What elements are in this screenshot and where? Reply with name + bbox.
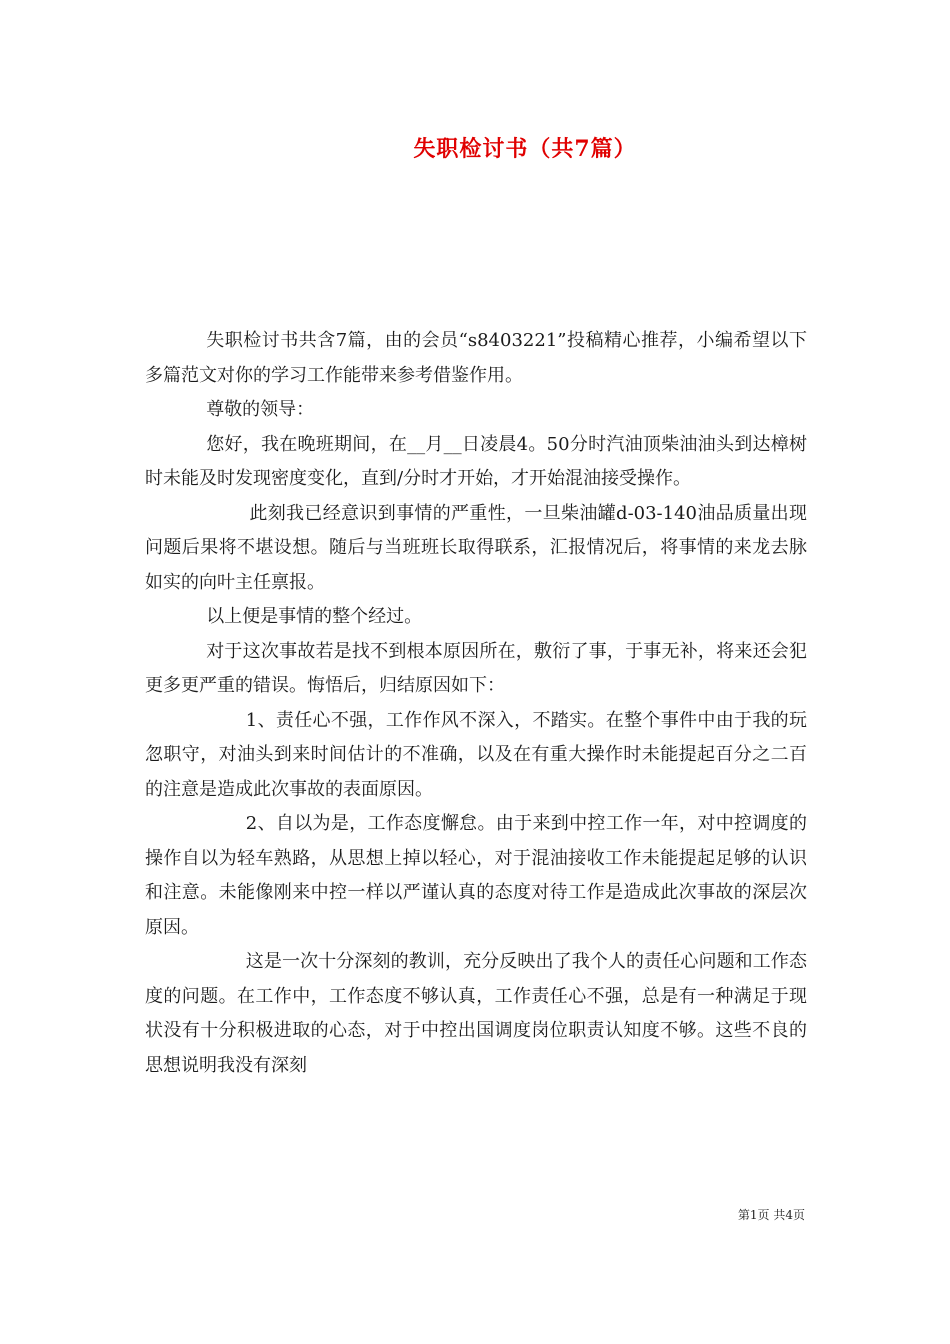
paragraph-lesson: 这是一次十分深刻的教训，充分反映出了我个人的责任心问题和工作态度的问题。在工作中，工作态度不够认真，工作责任心不强，总是有一种满足于现状没有十分积极进取的心态，对于中控出国调度岗位职责认知度不够。这些不良的思想说明我没有深刻 — [145, 951, 807, 1076]
paragraph-greeting: 您好，我在晚班期间，在__月__日凌晨4。50分时汽油顶柴油油头到达樟树时未能及时发现密度变化，直到/分时才开始，才开始混油接受操作。 — [145, 433, 807, 489]
paragraph-intro: 失职检讨书共含7篇，由的会员“s8403221”投稿精心推荐，小编希望以下多篇范文对你的学习工作能带来参考借鉴作用。 — [145, 330, 807, 386]
page-title: 失职检讨书（共7篇） — [413, 136, 637, 162]
paragraph-salutation: 尊敬的领导： — [206, 399, 315, 420]
paragraph-reflection: 对于这次事故若是找不到根本原因所在，敷衍了事，于事无补，将来还会犯更多更严重的错误。悔悟后，归结原因如下： — [145, 640, 807, 696]
paragraph-awareness: 此刻我已经意识到事情的严重性，一旦柴油罐d-03-140油品质量出现问题后果将不堪设想。随后与当班班长取得联系，汇报情况后，将事情的来龙去脉如实的向叶主任禀报。 — [145, 502, 807, 593]
paragraph-reason-1: 1、责任心不强，工作作风不深入，不踏实。在整个事件中由于我的玩忽职守，对油头到来时间估计的不准确，以及在有重大操作时未能提起百分之二百的注意是造成此次事故的表面原因。 — [145, 709, 807, 800]
paragraph-reason-2: 2、自以为是，工作态度懈怠。由于来到中控工作一年，对中控调度的操作自以为轻车熟路，从思想上掉以轻心，对于混油接收工作未能提起足够的认识和注意。未能像刚来中控一样以严谨认真的态度对待工作是造成此次事故的深层次原因。 — [145, 813, 807, 938]
paragraph-summary: 以上便是事情的整个经过。 — [206, 606, 423, 627]
document-body — [145, 324, 807, 1083]
page-number: 第1页 共4页 — [737, 1208, 805, 1222]
